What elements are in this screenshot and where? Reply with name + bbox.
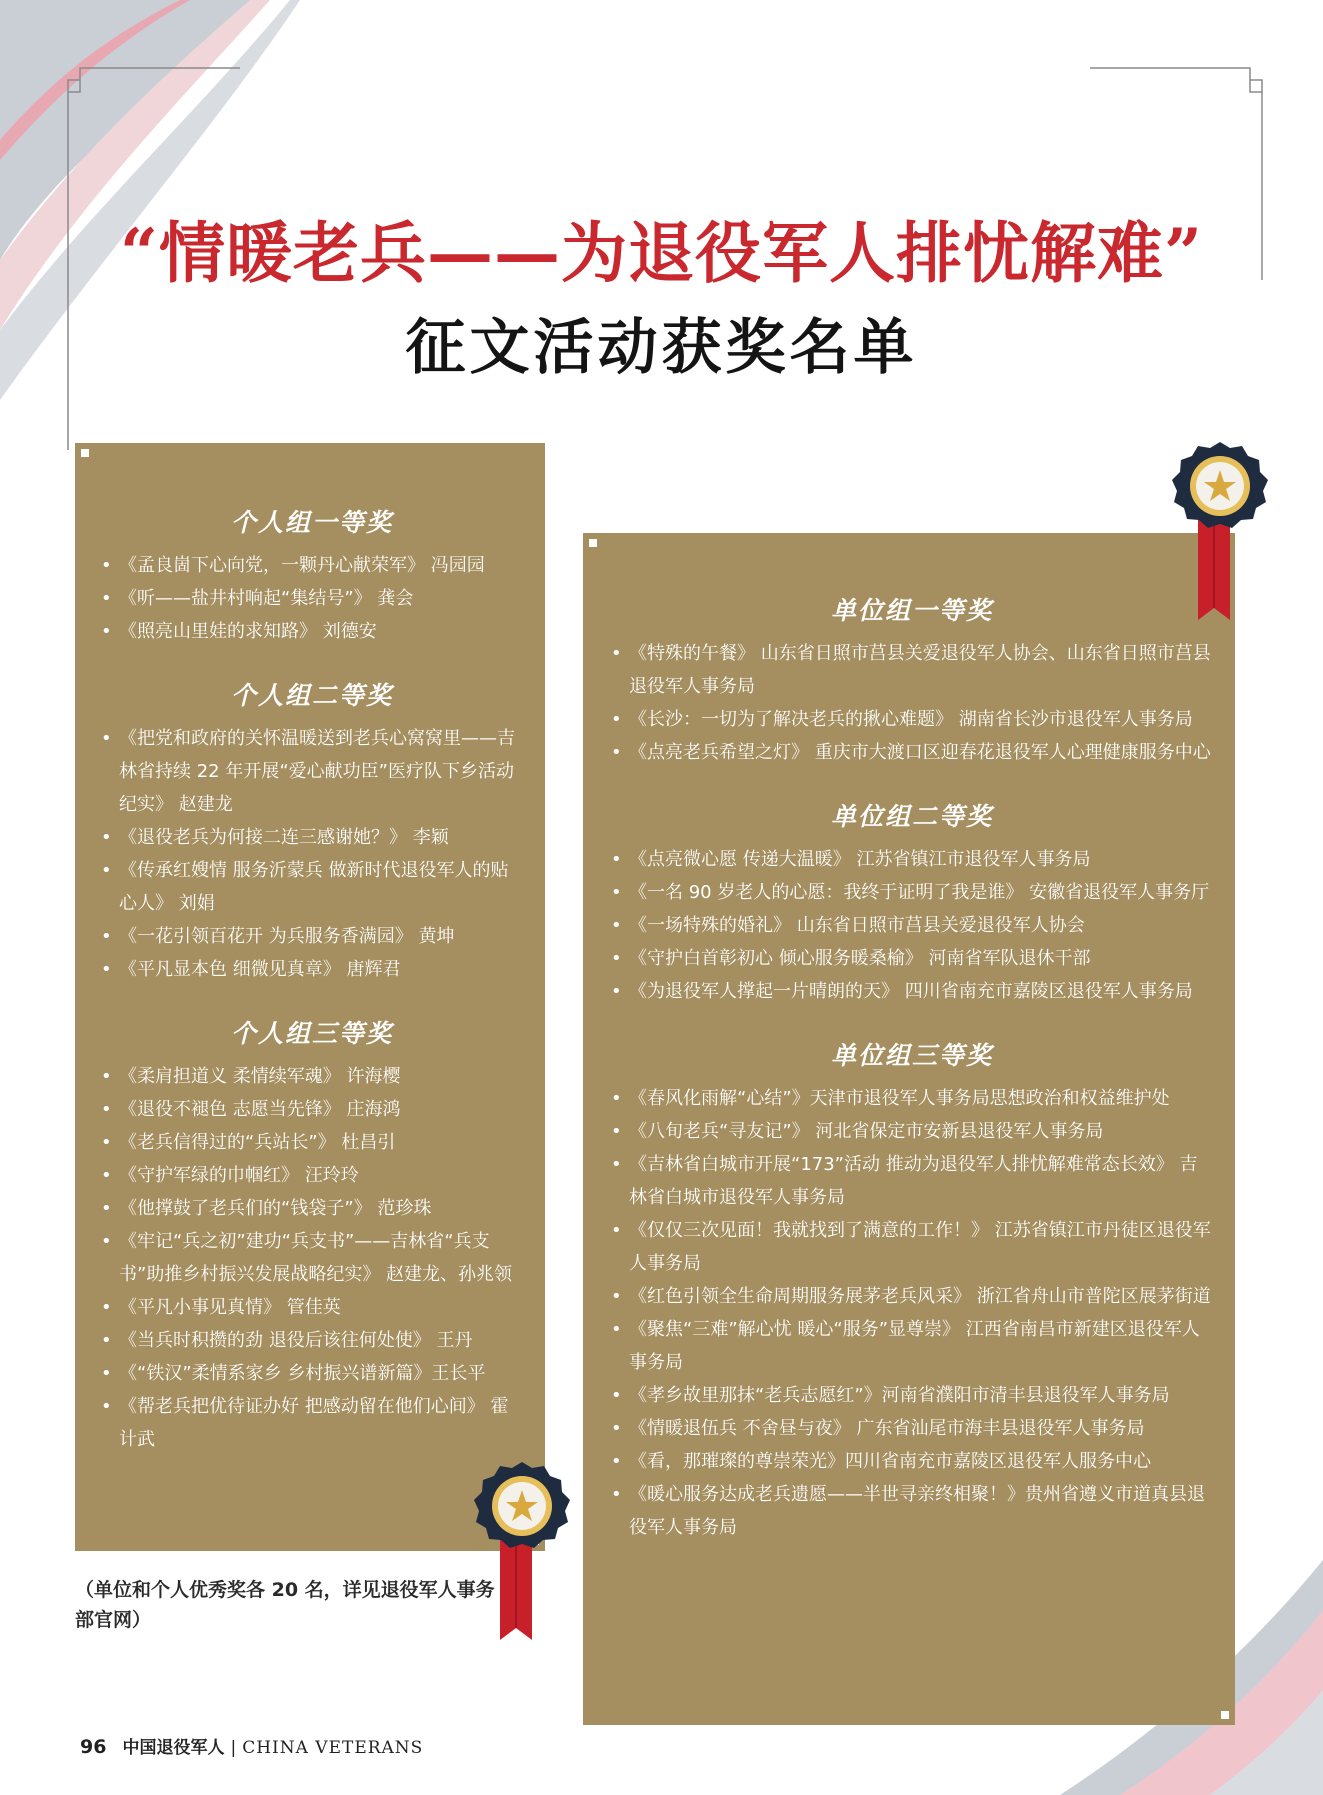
magazine-name-en: CHINA VETERANS: [242, 1738, 424, 1758]
unit-awards-panel: [583, 533, 1235, 1725]
section-title: 单位组二等奖: [830, 802, 993, 831]
page-footer: [80, 1733, 423, 1758]
list-item: • 《聚焦“三难”解心忧 暖心“服务”显尊崇》 江西省南昌市新建区退役军人事务局: [611, 1313, 1213, 1379]
list-item: • 《暖心服务达成老兵遗愿——半世寻亲终相聚！》贵州省遵义市道真县退役军人事务局: [611, 1478, 1213, 1544]
magazine-name-cn: 中国退役军人: [122, 1738, 225, 1758]
page-number: 96: [80, 1736, 107, 1758]
list-item: • 《长沙：一切为了解决老兵的揪心难题》 湖南省长沙市退役军人事务局: [611, 703, 1213, 736]
section-title: 个人组一等奖: [230, 508, 393, 537]
section-individual-first: [101, 503, 523, 648]
medal-rosette-icon: [1170, 440, 1270, 630]
list-item: • 《帮老兵把优待证办好 把感动留在他们心间》 霍计武: [101, 1390, 523, 1456]
list-item: • 《孟良崮下心向党，一颗丹心献荣军》 冯园园: [101, 549, 523, 582]
list-item: • 《老兵信得过的“兵站长”》 杜昌引: [101, 1126, 523, 1159]
page-subtitle: 征文活动获奖名单: [405, 313, 918, 383]
list-item: • 《柔肩担道义 柔情续军魂》 许海樱: [101, 1060, 523, 1093]
section-title: 个人组二等奖: [230, 681, 393, 710]
list-item: • 《他撑鼓了老兵们的“钱袋子”》 范珍珠: [101, 1192, 523, 1225]
list-item: • 《情暖退伍兵 不舍昼与夜》 广东省汕尾市海丰县退役军人事务局: [611, 1412, 1213, 1445]
list-item: • 《退役老兵为何接二连三感谢她？》 李颖: [101, 821, 523, 854]
section-unit-second: [611, 797, 1213, 1008]
list-item: • 《“铁汉”柔情系家乡 乡村振兴谱新篇》王长平: [101, 1357, 523, 1390]
list-item: • 《守护军绿的巾帼红》 汪玲玲: [101, 1159, 523, 1192]
list-item: • 《特殊的午餐》 山东省日照市莒县关爱退役军人协会、山东省日照市莒县退役军人事务局: [611, 637, 1213, 703]
list-item: • 《春风化雨解“心结”》天津市退役军人事务局思想政治和权益维护处: [611, 1082, 1213, 1115]
list-item: • 《一场特殊的婚礼》 山东省日照市莒县关爱退役军人协会: [611, 909, 1213, 942]
list-item: • 《平凡小事见真情》 管佳英: [101, 1291, 523, 1324]
list-item: • 《当兵时积攒的劲 退役后该往何处使》 王丹: [101, 1324, 523, 1357]
list-item: • 《平凡显本色 细微见真章》 唐辉君: [101, 953, 523, 986]
list-item: • 《牢记“兵之初”建功“兵支书”——吉林省“兵支书”助推乡村振兴发展战略纪实》 赵建龙、孙兆领: [101, 1225, 523, 1291]
individual-awards-panel: [75, 443, 545, 1551]
list-item: • 《一名 90 岁老人的心愿：我终于证明了我是谁》 安徽省退役军人事务厅: [611, 876, 1213, 909]
section-individual-third: [101, 1014, 523, 1456]
list-item: • 《点亮微心愿 传递大温暖》 江苏省镇江市退役军人事务局: [611, 843, 1213, 876]
list-item: • 《点亮老兵希望之灯》 重庆市大渡口区迎春花退役军人心理健康服务中心: [611, 736, 1213, 769]
list-item: • 《红色引领全生命周期服务展茅老兵风采》 浙江省舟山市普陀区展茅街道: [611, 1280, 1213, 1313]
list-item: • 《照亮山里娃的求知路》 刘德安: [101, 615, 523, 648]
section-unit-third: [611, 1036, 1213, 1544]
list-item: • 《一花引领百花开 为兵服务香满园》 黄坤: [101, 920, 523, 953]
excellence-award-note: （单位和个人优秀奖各 20 名，详见退役军人事务部官网）: [75, 1579, 495, 1631]
list-item: • 《孝乡故里那抹“老兵志愿红”》河南省濮阳市清丰县退役军人事务局: [611, 1379, 1213, 1412]
section-title: 单位组三等奖: [830, 1041, 993, 1070]
section-individual-second: [101, 676, 523, 986]
list-item: • 《看，那璀璨的尊崇荣光》四川省南充市嘉陵区退役军人服务中心: [611, 1445, 1213, 1478]
list-item: • 《吉林省白城市开展“173”活动 推动为退役军人排忧解难常态长效》 吉林省白城市退役军人事务局: [611, 1148, 1213, 1214]
page-title: “情暖老兵——为退役军人排忧解难”: [120, 214, 1203, 292]
list-item: • 《退役不褪色 志愿当先锋》 庄海鸿: [101, 1093, 523, 1126]
list-item: • 《为退役军人撑起一片晴朗的天》 四川省南充市嘉陵区退役军人事务局: [611, 975, 1213, 1008]
list-item: • 《听——盐井村响起“集结号”》 龚会: [101, 582, 523, 615]
list-item: • 《守护白首彰初心 倾心服务暖桑榆》 河南省军队退休干部: [611, 942, 1213, 975]
footer-separator: |: [230, 1738, 237, 1758]
section-unit-first: [611, 591, 1213, 769]
section-title: 个人组三等奖: [230, 1019, 393, 1048]
list-item: • 《把党和政府的关怀温暖送到老兵心窝窝里——吉林省持续 22 年开展“爱心献功臣”医疗队下乡活动纪实》 赵建龙: [101, 722, 523, 821]
list-item: • 《仅仅三次见面！我就找到了满意的工作！》 江苏省镇江市丹徒区退役军人事务局: [611, 1214, 1213, 1280]
list-item: • 《传承红嫂情 服务沂蒙兵 做新时代退役军人的贴心人》 刘娟: [101, 854, 523, 920]
list-item: • 《八旬老兵“寻友记”》 河北省保定市安新县退役军人事务局: [611, 1115, 1213, 1148]
section-title: 单位组一等奖: [830, 596, 993, 625]
